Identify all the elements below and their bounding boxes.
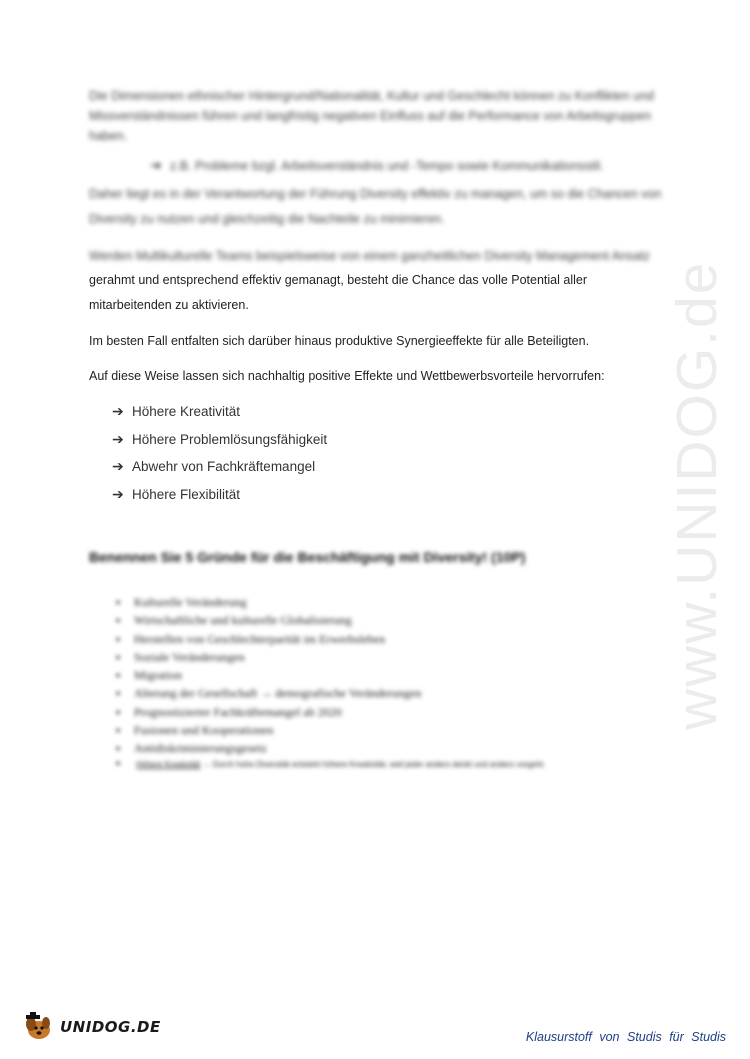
arrow-item-text: z.B. Probleme bzgl. Arbeitsverständnis und -Tempo sowie Kommunikationsstil. (170, 159, 604, 173)
watermark: www.UNIDOG.de (665, 260, 729, 730)
list-item: ▪ Kulturelle Veränderung (116, 593, 626, 611)
paragraph-3-line-2: gerahmt und entsprechend effektiv gemanagt, besteht die Chance das volle Potential aller (89, 273, 588, 287)
list-item (112, 453, 327, 481)
paragraph-3-line-3: mitarbeitenden zu aktivieren. (89, 298, 249, 312)
footer-tagline: Klausurstoff von Studis für Studis (525, 1030, 726, 1044)
list-item (116, 758, 626, 770)
list-item: ▪ Prognostizierter Fachkräftemangel ab 2020 (116, 703, 626, 721)
paragraph-4: Im besten Fall entfalten sich darüber hinaus produktive Synergieeffekte für alle Beteiligten. (89, 334, 590, 348)
reason-last-text: → Durch hohe Diversität entsteht höhere Kreativität, weil jeder anders denkt und anders vorgeht. (200, 759, 546, 769)
paragraph-5: Auf diese Weise lassen sich nachhaltig positive Effekte und Wettbewerbsvorteile hervorrufen: (89, 369, 605, 383)
question-heading: Benennen Sie 5 Gründe für die Beschäftigung mit Diversity! (10P) (89, 549, 526, 565)
reason-last-label: Höhere Kreativität (136, 759, 201, 769)
list-item: ▪ Alterung der Gesellschaft → demografische Veränderungen (116, 684, 626, 702)
paragraph-2-text: Daher liegt es in der Verantwortung der Führung Diversity effektiv zu managen, um so die Chancen von Diversity zu nutzen und gleichzeitig die Nachteile zu minimieren. (89, 187, 662, 226)
right-arrow-icon: ➔ (150, 157, 162, 173)
list-item: ▪ Wirtschaftliche und kulturelle Globalisierung (116, 611, 626, 629)
reasons-list (116, 593, 626, 770)
list-item: ▪ Herstellen von Geschlechterparität im Erwerbsleben (116, 630, 626, 648)
right-arrow-icon: ➔ (112, 485, 124, 502)
right-arrow-icon: ➔ (112, 403, 124, 419)
list-item: ▪ Fusionen und Kooperationen (116, 721, 626, 739)
benefit-label: Höhere Problemlösungsfähigkeit (132, 431, 328, 447)
list-item: ▪ Migration (116, 666, 626, 684)
benefit-label: Höhere Kreativität (132, 404, 241, 419)
list-item: ▪ Antidiskriminierungsgesetz (116, 739, 626, 757)
paragraph-3-blurred-text: Werden Multikulturelle Teams beispielsweise von einem ganzheitlichen Diversity Management Ansatz (89, 249, 650, 263)
list-item (112, 398, 327, 426)
footer-logo (22, 1012, 161, 1042)
list-item: ▪ Soziale Veränderungen (116, 648, 626, 666)
paragraph-1-arrow-item (150, 155, 660, 176)
list-item (112, 481, 327, 509)
dog-logo-icon (22, 1012, 56, 1042)
benefits-list (112, 398, 327, 508)
paragraph-1-text: Die Dimensionen ethnischer Hintergrund/Nationalität, Kultur und Geschlecht können zu Konflikten und Missverständnissen führen und langfristig negativen Einfluss auf die Performance von Arbeitsgruppen haben. (89, 89, 654, 143)
paragraph-1 (89, 86, 664, 146)
benefit-label: Abwehr von Fachkräftemangel (132, 459, 316, 474)
paragraph-2 (89, 182, 664, 232)
benefit-label: Höhere Flexibilität (132, 486, 241, 502)
right-arrow-icon: ➔ (112, 430, 124, 447)
logo-text: UNIDOG.DE (60, 1018, 161, 1036)
paragraph-3-line-1 (89, 244, 664, 269)
right-arrow-icon: ➔ (112, 458, 124, 474)
list-item (112, 426, 327, 454)
